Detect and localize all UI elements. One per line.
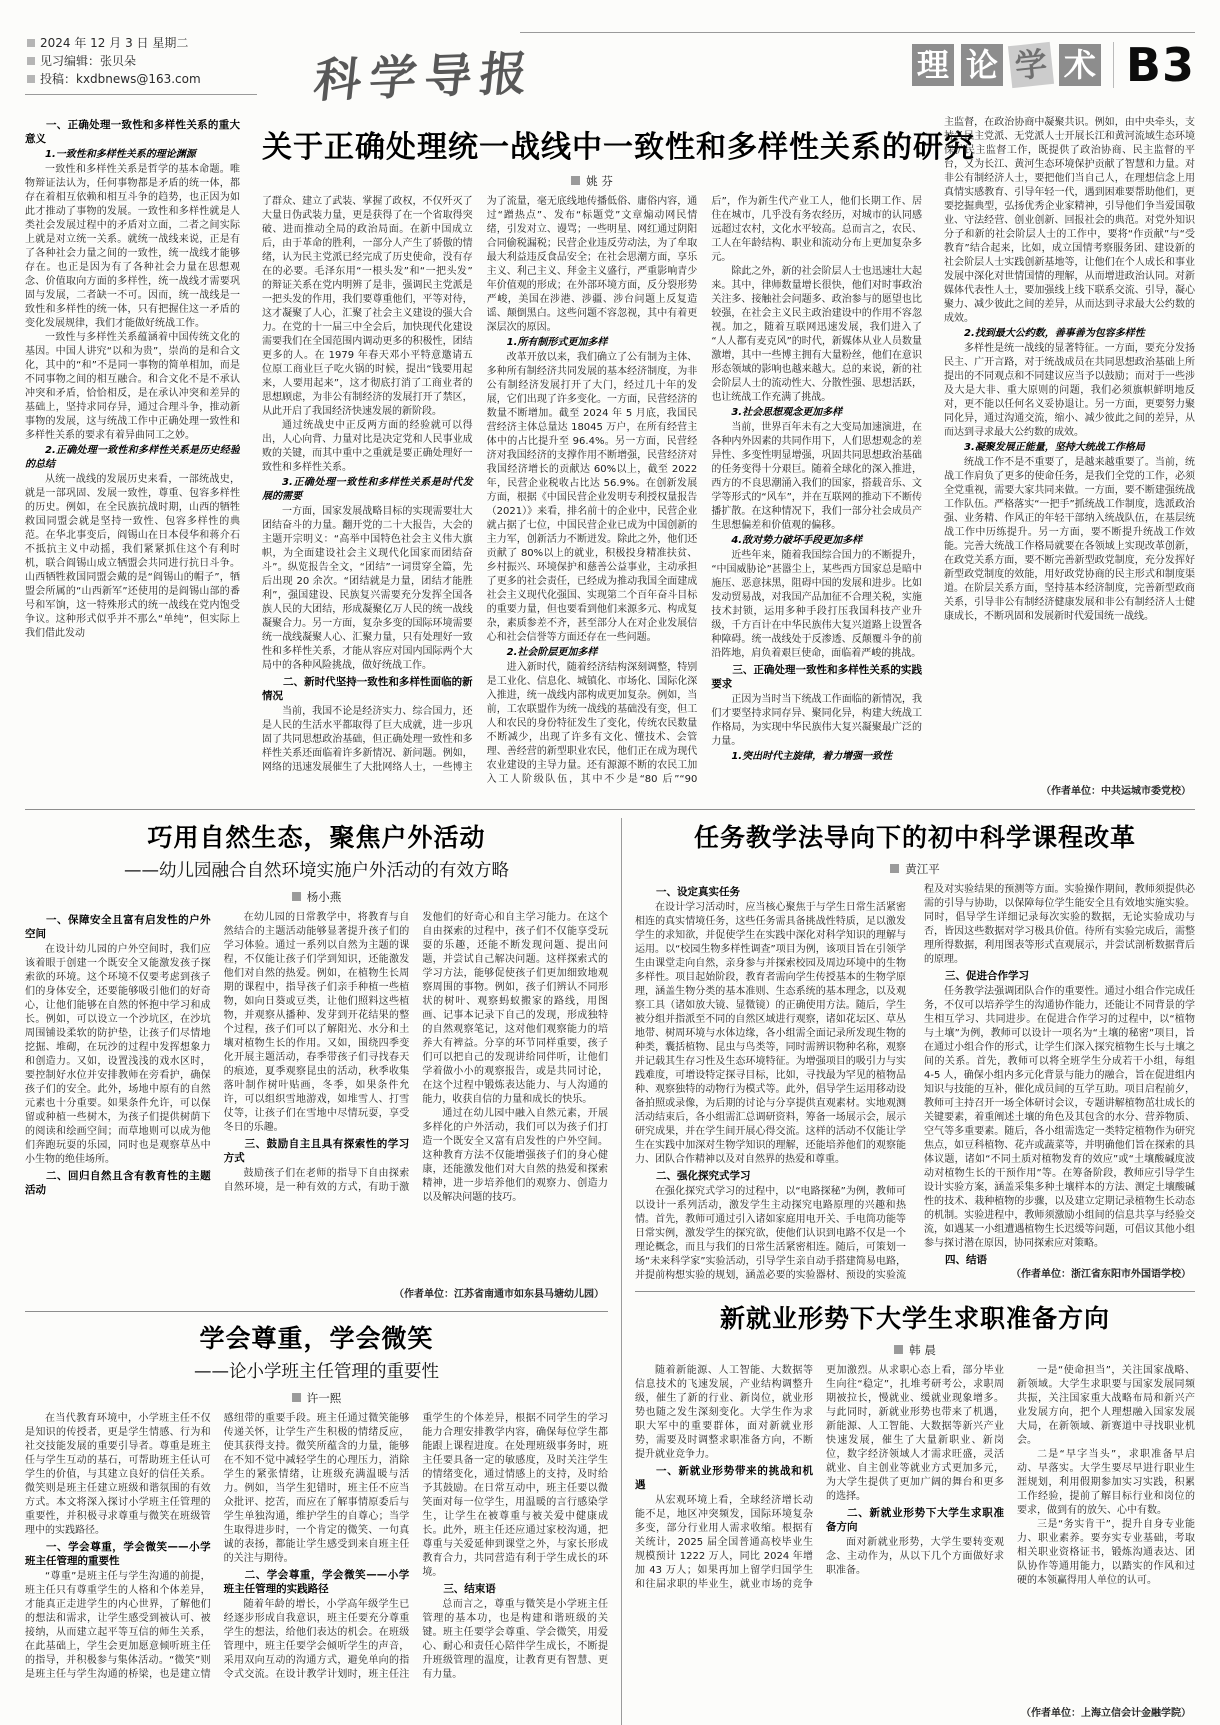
article-columns (635, 883, 1195, 1283)
section-divider (25, 809, 1195, 810)
section-char-box: 术 (1059, 44, 1101, 86)
lower-right-stack (621, 818, 1195, 1725)
article-subtitle: ——论小学班主任管理的重要性 (194, 1362, 439, 1382)
lower-section (25, 818, 1195, 1725)
paragraph: 随着新能源、人工智能、大数据等信息技术的飞速发展，产业结构调整升级，催生了新的行业、新岗位，就业形势也随之发生深刻变化。大学生作为求职大军中的重要群体，面对新就业形势，需要及时调整求职准备方向，不断提升就业竞争力。 (635, 1365, 813, 1460)
section-heading: 四、结语 (945, 1254, 987, 1266)
section-char-box: 论 (961, 44, 1003, 86)
article-title: 任务教学法导向下的初中科学课程改革 (693, 823, 1136, 852)
paragraph: 正因为当时当下统战工作面临的新情况，我们才要坚持求同存异、聚同化异，构建大统战工作格局，为实现中华民族伟大复兴凝聚最广泛的力量。 (711, 694, 922, 747)
section-heading: 一、保障安全且富有启发性的户外空间 (25, 914, 211, 940)
section-heading: 一、新就业形势带来的挑战和机遇 (635, 1465, 813, 1491)
section-heading: 1.所有制形式更加多样 (506, 337, 608, 348)
main-article-title: 关于正确处理统一战线中一致性和多样性关系的研究 (262, 130, 975, 165)
section-heading: 二、学会尊重，学会微笑——小学班主任管理的实践路径 (223, 1569, 410, 1595)
attribution: （作者单位：中共运城市委党校） (1033, 784, 1193, 800)
paragraph: 除此之外，新的社会阶层人士也迅速壮大起来。其中，律师数量增长很快，他们对时事政治关注多、接触社会问题多、政治参与的愿望也比较强，在社会主义民主政治建设中的作用不容忽视。加之，随着互联网迅速发展，我们进入了“人人都有麦克风”的时代，新媒体从业人员数量激增，其中一些博主拥有大量粉丝，他们在意识形态领域的影响也越来越大。总的来说，新的社会阶层人士的流动性大、分散性强、思想活跃，也让统战工作充满了挑战。 (711, 266, 922, 403)
article-title: 巧用自然生态，聚焦户外活动 (147, 823, 486, 852)
article-columns (25, 1412, 608, 1725)
paragraph: “尊重”是班主任与学生沟通的前提，班主任只有尊重学生的人格和个体差异，才能真正走进学生的内心世界，了解他们的想法和需求，让学生感受到被认可、被接纳，从而建立起平等互信的师生关系，在此基础上，学生会更加愿意倾听班主任的指导，并积极参与集体活动。“微笑”则是班主任与学生沟通的桥梁，也是建立情感纽带的重要手段。班主任通过微笑能够传递关怀，让学生产生积极的情绪反应，使其获得支持。微笑所蕴含的力量，能够在不知不觉中减轻学生的心理压力，消除学生的紧张情绪，让班级充满温暖与活力。例如，当学生犯错时，班主任不应当众批评、挖苦，而应在了解事情原委后与学生单独沟通，维护学生的自尊心；当学生取得进步时，一个肯定的微笑、一句真诚的表扬，都能让学生感受到来自班主任的关注与期待。 (25, 1413, 410, 1680)
section-heading: 2.找到最大公约数，善事善为包容多样性 (964, 328, 1145, 339)
paragraph: 在设计幼儿园的户外空间时，我们应该着眼于创建一个既安全又能激发孩子探索欲的环境。这个环境不仅要考虑到孩子们的身体安全，还要能够吸引他们的好奇心，让他们能够在自然的怀抱中学习和成长。例如，可以设立一个沙坑区，在沙坑周围铺设柔软的防护垫，让孩子们尽情地挖掘、堆砌，在玩沙的过程中发挥想象力和创造力。又如，设置浅浅的戏水区时，要控制好水位并安排教师在旁看护，确保孩子们的安全。此外，场地中原有的自然元素也十分重要。如果条件允许，可以保留或种植一些树木，为孩子们提供树荫下的阅读和绘画空间；而草地则可以成为他们奔跑玩耍的乐园，同时也是观察草丛中小生物的绝佳场所。 (25, 944, 211, 1165)
article-byline (25, 889, 608, 905)
author-name: 姚 芬 (586, 174, 613, 188)
paragraph: 从宏观环境上看，全球经济增长动能不足，地区冲突频发，国际环境复杂多变，部分行业用人需求收缩。根据有关统计，2025 届全国普通高校毕业生规模预计 1222 万人，同比 2024 年增加 43 万人；如果再加上留学归国学生和往届求职的毕业生，就业市场的竞争更加激烈。从求职心态上看，部分毕业生向往“稳定”，扎堆考研考公，求职周期被拉长，慢就业、缓就业现象增多。与此同时，新就业形势也带来了机遇，新能源、人工智能、大数据等新兴产业快速发展，催生了大量新职业、新岗位，数字经济领域人才需求旺盛，灵活就业、自主创业等就业方式更加多元，为大学生提供了更加广阔的舞台和更多的选择。 (635, 1365, 1004, 1590)
editor-text: 见习编辑：张贝朵 (40, 54, 137, 68)
paragraph: 在幼儿园的日常教学中，将教育与自然结合的主题活动能够显著提升孩子们的学习体验。通过一系列以自然为主题的课程，不仅能让孩子们学到知识，还能激发他们对自然的热爱。例如，在植物生长周期的课程中，指导孩子们亲手种植一些植物，如向日葵或豆类，让他们照料这些植物，并观察从播种、发芽到开花结果的整个过程，孩子们可以了解阳光、水分和土壤对植物生长的作用。又如，围绕四季变化开展主题活动，春季带孩子们寻找春天的痕迹，夏季观察昆虫的活动，秋季收集落叶制作树叶贴画，冬季，如果条件允许，可以组织雪地游戏，如堆雪人、打雪仗等，让孩子们在雪地中尽情玩耍，享受冬日的乐趣。 (223, 912, 410, 1133)
main-article-middle (262, 116, 975, 800)
byline-square-icon (292, 892, 301, 901)
section-char-box: 学 (1008, 42, 1054, 88)
article-columns (25, 911, 608, 1303)
paragraph: 随着年龄的增长，小学高年级学生已经逐步形成自我意识，班主任要充分尊重学生的想法，给他们表达的机会。在班级管理中，班主任要学会倾听学生的声音，采用双向互动的沟通方式，避免单向的指令式交流。在设计教学计划时，班主任注重学生的个体差异，根据不同学生的学习能力合理安排教学内容，确保每位学生都能跟上课程进度。在处理班级事务时，班主任要具备一定的敏感度，及时关注学生的情绪变化，通过情感上的支持，及时给予其鼓励。在日常互动中，班主任要以微笑面对每一位学生，用温暖的言行感染学生，让学生在被尊重与被关爱中健康成长。此外，班主任还应通过家校沟通，把尊重与关爱延伸到课堂之外，与家长形成教育合力，共同营造有利于学生成长的环境。 (223, 1413, 608, 1680)
article-subtitle: ——幼儿园融合自然环境实施户外活动的有效方略 (124, 861, 509, 881)
main-article-byline (262, 173, 922, 189)
section-heading: 1.一致性和多样性关系的理论渊源 (45, 149, 196, 160)
attribution: （作者单位：浙江省东阳市外国语学校） (1003, 1267, 1193, 1283)
author-name: 韩 晨 (909, 1343, 936, 1357)
section-heading: 4.敌对势力破坏手段更加多样 (731, 535, 863, 546)
paragraph: 近些年来，随着我国综合国力的不断提升，“中国威胁论”甚嚣尘上，某些西方国家总是暗中施压、恶意抹黑，阻碍中国的发展和进步。比如发动贸易战，对我国产品加征不合理关税，实施技术封锁，运用多种手段打压我国科技产业升级，千方百计在中华民族伟大复兴道路上设置各种障碍。统一战线处于反渗透、反颠覆斗争的前沿阵地，肩负着艰巨使命，面临着严峻的挑战。 (711, 550, 922, 659)
section-char-box: 理 (912, 44, 954, 86)
paragraph: 主监督，在政治协商中凝聚共识。例如，由中央牵头，支持各民主党派、无党派人士开展长江和黄河流域生态环境保护民主监督工作，既提供了政治协商、民主监督的平台，又为长江、黄河生态环境保护贡献了智慧和力量。对非公有制经济人士，要把他们当自己人，在理想信念上用真情实感教育、引导年轻一代，遇到困难要帮助他们，更要挖掘典型，弘扬优秀企业家精神，引导他们争当爱国敬业、守法经营、创业创新、回报社会的典范。对党外知识分子和新的社会阶层人士的工作中，要将“作贡献”与“受教育”结合起来，比如，成立国情考察服务团、建设新的社会阶层人士实践创新基地等，让他们在个人成长和事业发展中深化对世情国情的理解，从而增进政治认同。对新媒体代表性人士，要加强线上线下联系交流、引导，凝心聚力、减少彼此之间的差异，从而达到寻求最大公约数的成效。 (944, 117, 1195, 324)
section-heading: 一、设定真实任务 (656, 886, 740, 898)
section-heading: 3.社会思想观念更加多样 (731, 407, 843, 418)
section-heading: 三、结束语 (443, 1583, 496, 1595)
author-name: 杨小燕 (306, 890, 342, 904)
author-name: 许一熙 (306, 1391, 342, 1405)
article-title: 学会尊重，学会微笑 (199, 1324, 434, 1353)
section-heading: 一、正确处理一致性和多样性关系的重大意义 (25, 119, 240, 145)
section-heading: 二、强化探究式学习 (656, 1170, 751, 1182)
section-heading: 一、学会尊重，学会微笑——小学班主任管理的重要性 (25, 1541, 211, 1567)
section-heading: 1.突出时代主旋律，着力增强一致性 (731, 751, 893, 762)
section-heading: 二、新就业形势下大学生求职准备方向 (826, 1507, 1004, 1533)
paragraph: 在设计学习活动时，应当核心聚焦于与学生日常生活紧密相连的真实情境任务，这些任务需具备挑战性特质，足以激发学生的求知欲，并促使学生在实践中深化对科学知识的理解与运用。以“校园生物多样性调查”项目为例，该项目旨在引领学生由课堂走向自然，亲身参与并探索校园及周边环境中的生物多样性。项目起始阶段，教育者需向学生传授基本的生物学原理，涵盖生物分类的基本准则、生态系统的基本理念，以及观察工具（诸如放大镜、显微镜）的正确使用方法。随后，学生被分组并指派至不同的自然区域进行观察，诸如花坛区、草丛地带、树周环境与水体边缘，各小组需全面记录所发现生物的种类，囊括植物、昆虫与鸟类等，同时需辨识物种名称，观察并记载其生存习性及生态环境特征。为增强项目的吸引力与实践难度，可增设特定探寻目标，比如，寻找最为罕见的植物品种、观察独特的动物行为模式等。此外，倡导学生运用移动设备拍照或录像，为后期的讨论与分享提供直观素材。实地观测活动结束后，各小组需汇总调研资料，筹备一场展示会，展示研究成果，并在学生间开展心得交流。这样的活动不仅能让学生在实践中加深对生物学知识的理解，还能培养他们的观察能力、团队合作精神以及对自然界的热爱和尊重。 (635, 902, 906, 1165)
paragraph: 通过在幼儿园中融入自然元素，开展多样化的户外活动，我们可以为孩子们打造一个既安全又富有启发性的户外空间。这种教育方法不仅能增强孩子们的身心健康，还能激发他们对大自然的热爱和探索精神，进一步培养他们的观察力、创造力以及解决问题的技巧。 (422, 1108, 608, 1203)
article-title: 新就业形势下大学生求职准备方向 (719, 1304, 1110, 1333)
paragraph: 鼓励孩子们在老师的指导下自由探索自然环境，是一种有效的方式，有助于激发他们的好奇心和自主学习能力。在这个自由探索的过程中，孩子们不仅能享受玩耍的乐趣，还能不断发现问题、提出问题，并尝试自己解决问题。这样探索式的学习方法，能够促使孩子们更加细致地观察周围的事物。例如，孩子们辨认不同形状的树叶、观察蚂蚁搬家的路线，用图画、记事本记录下自己的发现，形成独特的自然观察笔记，这对他们观察能力的培养大有裨益。分享的环节同样重要，孩子们可以把自己的发现讲给同伴听，让他们学着做小小的观察报告，或是共同讨论，在这个过程中锻炼表达能力、与人沟通的能力，收获自信的力量和成长的快乐。 (223, 912, 608, 1193)
lower-left-stack (25, 818, 621, 1725)
paragraph: 总而言之，尊重与微笑是小学班主任管理的基本功，也是构建和谐班级的关键。班主任要学会尊重、学会微笑，用爱心、耐心和责任心陪伴学生成长，不断提升班级管理的温度，让教育更有智慧、更有力量。 (422, 1599, 608, 1680)
paragraph: 一致性和多样性关系是哲学的基本命题。唯物辩证法认为，任何事物都是矛盾的统一体，都存在着相互依赖和相互斗争的趋势，也正因为如此才推动了事物的发展。一致性和多样性就是人类社会发展过程中的矛盾对立面，二者之间实际上就是对立统一关系。就统一战线来说，正是有了各种社会力量之间的一致性，统一战线才能够存在。也正是因为有了各种社会力量在思想观念、价值取向方面的多样性，统一战线才需要巩固与发展，二者缺一不可。因而，统一战线是一致性和多样性的统一体，只有把握住这一矛盾的变化发展规律，我们才能做好统战工作。 (25, 164, 240, 329)
article-science (635, 818, 1195, 1283)
date-text: 2024 年 12 月 3 日 星期二 (40, 36, 189, 50)
section-heading: 二、新时代坚持一致性和多样性面临的新情况 (262, 676, 473, 702)
byline-square-icon (890, 864, 899, 873)
paragraph: 改革开放以来，我们确立了公有制为主体、多种所有制经济共同发展的基本经济制度，为非公有制经济发展打开了大门，经过几十年的发展，它们出现了许多变化。一方面，民营经济的数量不断增加。截至 2024 年 5 月底，我国民营经济主体总量达 18045 万户，在所有经营主体中的占比提升至 96.4%。另一方面，民营经济对我国经济的支撑作用不断增强，民营经济对我国经济增长的贡献达 60%以上，截至 2022 年，民营企业税收占比达 56.9%。在创新发展方面，根据《中国民营企业发明专利授权量报告（2021）》来看，排名前十的企业中，民营企业就占据了七位，中国民营企业已成为中国创新的主力军，创新活力不断迸发。除此之外，他们还贡献了 80%以上的就业，积极投身精准扶贫、乡村振兴、环境保护和慈善公益事业，主动承担了更多的社会责任，已经成为推动我国全面建成社会主义现代化强国、实现第二个百年奋斗目标的重要力量，但也要看到他们来源多元、构成复杂，素质参差不齐，甚至部分人在对企业发展信心和社会信誉等方面还存在一些问题。 (486, 352, 698, 643)
paragraph: 在强化探究式学习的过程中，以“电路探秘”为例，教师可以设计一系列活动，激发学生主动探究电路原理的兴趣和热情。首先，教师可通过引入诸如家庭用电开关、手电筒功能等日常实例，激发学生的探究欲，使他们认识到电路不仅是一个理论概念，而且与我们的日常生活紧密相连。随后，可策划一场“未来科学家”实验活动，引导学生亲自动手搭建简易电路，并提前构想实验的规划，涵盖必要的实验器材、预设的实验流程及对实验结果的预测等方面。实验操作期间，教师须提供必需的引导与协助，以保障每位学生能安全且有效地实施实验。同时，倡导学生详细记录每次实验的数据，无论实验成功与否，皆因这些数据对学习极具价值。待所有实验完成后，需整理所得数据，利用图表等形式直观展示，并尝试剖析数据背后的原理。 (635, 884, 1195, 1281)
editor-line (27, 52, 257, 70)
article-columns (635, 1364, 1195, 1722)
paragraph: 从统一战线的发展历史来看，一部统战史，就是一部巩固、发展一致性，尊重、包容多样性的历史。例如，在全民族抗战时期，山西的牺牲救国同盟会就是坚持一致性、包容多样性的典范。在华北事变后，阎锡山在日本侵华和蒋介石不抵抗主义中动摇，我们紧紧抓住这个有利时机，联合阎锡山成立牺盟会共同进行抗日斗争。山西牺牲救国同盟会戴的是“阎锡山的帽子”，牺盟会所属的“山西新军”还使用的是阎锡山部的番号和军饷，这一特殊形式的统一战线在党内饱受争议。这种形式似乎并不那么“单纯”，但实际上我们借此发动 (25, 474, 240, 639)
attribution: （作者单位：江苏省南通市如东县马塘幼儿园） (386, 1287, 606, 1303)
main-article-left-column (25, 116, 240, 800)
paragraph: 了群众、建立了武装、掌握了政权，不仅歼灭了大量日伪武装力量，更是获得了在一个省取得突破、进而推动全局的政治局面。在新中国成立后，由于革命的胜利，一部分人产生了骄傲的情绪，认为民主党派已经完成了历史使命，没有存在的必要。毛泽东用“一根头发”和“一把头发”的辩证关系在党内明辨了是非，强调民主党派是一把头发的作用，我们要尊重他们，平等对待，这才凝聚了人心，汇聚了社会主义建设的强大合力。在党的十一届三中全会后，加快现代化建设需要我们在全国范围内调动更多的积极性，团结更多的人。在 1979 年春天邓小平特意邀请五位原工商业巨子吃火锅的时候，提出“钱要用起来，人要用起来”，这才彻底打消了工商业者的思想顾虑，为非公有制经济的发展打开了禁区，从此开启了我国经济快速发展的新阶段。 (262, 196, 473, 417)
bullet-square-icon (27, 39, 35, 47)
author-name: 黄江平 (905, 862, 940, 876)
contact-line (27, 70, 257, 88)
paragraph: 当前，世界百年未有之大变局加速演进，在各种内外因素的共同作用下，人们思想观念的差异性、多变性明显增强，巩固共同思想政治基础的任务变得十分艰巨。随着全球化的深入推进，西方的不良思潮涌入我们的国家，搭载音乐、文学等形式的“风车”，并在互联网的推动下不断传播扩散。在这种情况下，我们一部分社会成员产生思想偏差和价值观的偏移。 (711, 422, 922, 531)
paragraph: 统战工作不是不重要了，是越来越重要了。当前，统战工作肩负了更多的使命任务，是我们全党的工作，必须全党重视，需要大家共同来做。一方面，要不断建强统战工作队伍。严格落实“一把手”抓统战工作制度，选派政治强、业务精、作风正的年轻干部纳入统战队伍，在基层统战工作中历练提升。另一方面，要不断提升统战工作效能。完善大统战工作格局就要在各领域上实现改革创新，在政党关系方面，要不断完善新型政党制度，充分发挥好新型政党制度的效能，用好政党协商的民主形式和制度渠道。在阶层关系方面，坚持基本经济制度，完善新型政商关系，引导非公有制经济健康发展和非公有制经济人士健康成长，不断巩固和发展新时代爱国统一战线。 (944, 457, 1195, 622)
article-respect (25, 1319, 608, 1725)
section-heading: 三、正确处理一致性和多样性关系的实践要求 (711, 664, 922, 690)
page-header (25, 26, 1195, 108)
article-nature (25, 818, 608, 1303)
date-line (27, 34, 257, 52)
page-number: B3 (1113, 42, 1195, 88)
paragraph: 多样性是统一战线的显著特征。一方面，要充分发扬民主、广开言路，对于统战成员在共同思想政治基础上所提出的不同观点和不同建议应当予以鼓励；而对于一些涉及大是大非、重大原则的问题，我们必须旗帜鲜明地反对，更不能以任何名义妥协退让。另一方面，更要努力聚同化异，通过沟通交流，缩小、减少彼此之间的差异，从而达到寻求最大公约数的成效。 (944, 343, 1195, 438)
section-heading: 三、鼓励自主且具有探索性的学习方式 (223, 1138, 410, 1164)
main-article-right-column (944, 116, 1195, 800)
main-article (25, 116, 1195, 800)
section-heading: 三、促进合作学习 (945, 970, 1029, 982)
attribution: （作者单位：上海立信会计金融学院） (1013, 1706, 1193, 1722)
issue-info (25, 26, 257, 95)
bullet-square-icon (27, 57, 35, 65)
paragraph: 任务教学法强调团队合作的重要性。通过小组合作完成任务，不仅可以培养学生的沟通协作能力，还能让不同背景的学生相互学习、共同进步。在促进合作学习的过程中，以“植物与土壤”为例，教师可以设计一项名为“土壤的秘密”项目，旨在通过小组合作的形式，让学生们深入探究植物生长与土壤之间的关系。首先，教师可以将全班学生分成若干小组，每组 4-5 人，确保小组内多元化背景与能力的融合，旨在促进组内知识与技能的互补，催化成员间的互学互助。项目启程前夕，教师可主持召开一场全体研讨会议，专题讲解植物茁壮成长的关键要素，着重阐述土壤的角色及其包含的水分、营养物质、空气等多重要素。随后，各小组需选定一类特定植物作为研究焦点，如豆科植物、花卉或蔬菜等，并明确他们旨在探索的具体议题，诸如“不同土质对植物发育的效应”或“土壤酸碱度波动对植物生长的干预作用”等。在筹备阶段，教师应引导学生设计实验方案，涵盖采集多种土壤样本的方法、测定土壤酸碱性的技术、栽种植物的步骤，以及建立定期记录植物生长动态的机制。实验进程中，教师须激励小组间的信息共享与经验交流，如遇某一小组遭遇植物生长迟缓等问题，可倡议其他小组参与探讨潜在原因，协同探索应对策略。 (924, 986, 1195, 1249)
section-banner (905, 26, 1195, 92)
paragraph: 三是“务实肯干”，提升自身专业能力、职业素养。要夯实专业基础，考取相关职业资格证书，锻炼沟通表达、团队协作等通用能力，以踏实的作风和过硬的本领赢得用人单位的认可。 (1017, 1519, 1195, 1586)
paragraph: 二是“早字当头”，求职准备早启动、早落实。大学生要尽早进行职业生涯规划，利用假期参加实习实践，积累工作经验，提前了解目标行业和岗位的要求，做到有的放矢、心中有数。 (1017, 1449, 1195, 1516)
section-heading: 3.凝聚发展正能量，坚持大统战工作格局 (964, 442, 1145, 453)
article-divider (635, 1291, 1195, 1292)
paragraph: 一是“使命担当”，关注国家战略、新领域。大学生求职要与国家发展同频共振，关注国家重大战略布局和新兴产业发展方向，把个人理想融入国家发展大局，在新领域、新赛道中寻找职业机会。 (1017, 1365, 1195, 1446)
byline-square-icon (571, 176, 580, 185)
paragraph: 一致性与多样性关系蕴涵着中国传统文化的基因。中国人讲究“以和为贵”，崇尚的是和合文化，其中的“和”不是同一事物的简单相加，而是不同事物之间的相互融合。和合文化不是不承认冲突和矛盾，恰恰相反，是在承认冲突和差异的基础上，坚持求同存异，通过合理斗争，推动新事物的发展，这与统战工作中正确处理一致性和多样性关系的要求有着异曲同工之妙。 (25, 332, 240, 441)
section-heading: 2.社会阶层更加多样 (506, 647, 598, 658)
article-byline (635, 1342, 1195, 1358)
section-heading: 2.正确处理一致性和多样性关系是历史经验的总结 (25, 445, 240, 470)
section-heading: 3.正确处理一致性和多样性关系是时代发展的需要 (262, 477, 473, 502)
paragraph: 面对新就业形势，大学生要转变观念、主动作为，从以下几个方面做好求职准备。 (826, 1537, 1004, 1576)
main-article-middle-columns (262, 195, 922, 787)
header-top-rule (520, 32, 1195, 33)
article-job (635, 1299, 1195, 1722)
article-divider (25, 1311, 608, 1312)
paragraph: 一方面，国家发展战略目标的实现需要壮大团结奋斗的力量。翻开党的二十大报告，大会的主题开宗明义：“高举中国特色社会主义伟大旗帜，为全面建设社会主义现代化国家而团结奋斗”。纵览报告全文，“团结”一词贯穿全篇，先后出现 20 余次。“团结就是力量，团结才能胜利”，强国建设、民族复兴需要充分发挥全国各族人民的大团结，形成凝聚亿万人民的统一战线凝聚合力。另一方面，复杂多变的国际环境需要统一战线凝聚人心、汇聚力量，只有处理好一致性和多样性关系，才能从容应对国内国际两个大局中的各种风险挑战，做好统战工作。 (262, 506, 473, 671)
masthead: 科学导报 (311, 46, 538, 109)
article-byline (635, 861, 1195, 877)
paragraph: 进入新时代，随着经济结构深刻调整，特别是工业化、信息化、城镇化、市场化、国际化深入推进，统一战线内部构成更加复杂。例如，当前，工农联盟作为统一战线的基础没有变，但工人和农民的身份特征发生了变化，传统农民数量不断减少，出现了许多有文化、懂技术、会管理、善经营的新型职业农民，他们正在成为现代农业建设的主导力量。还有源源不断的农民工加入工人阶级队伍，其中不少是“80 后”“90 后”，作为新生代产业工人，他们长期工作、居住在城市，几乎没有务农经历，对城市的认同感远超过农村，文化水平较高。总而言之，农民、工人在年龄结构、职业和流动分布上更加复杂多元。 (486, 196, 922, 785)
byline-square-icon (894, 1345, 903, 1354)
contact-text: 投稿：kxdbnews@163.com (40, 72, 201, 86)
bullet-square-icon (27, 75, 35, 83)
article-byline (25, 1390, 608, 1406)
byline-square-icon (292, 1393, 301, 1402)
section-heading: 二、回归自然且含有教育性的主题活动 (25, 1170, 211, 1196)
paragraph: 通过统战史中正反两方面的经验就可以得出，人心向背、力量对比是决定党和人民事业成败的关键，而其中重中之重就是要正确处理好一致性和多样性关系。 (262, 420, 473, 473)
paragraph: 在当代教育环境中，小学班主任不仅是知识的传授者，更是学生情感、行为和社交技能发展的重要引导者。尊重是班主任与学生互动的基石，可帮助班主任认可学生的价值，与其建立良好的信任关系。微笑则是班主任建立班级和谐氛围的有效方式。本文将深入探讨小学班主任管理的重要性，并积极寻求尊重与微笑在班级管理中的实践路径。 (25, 1413, 211, 1536)
paragraph: 当前，我国不论是经济实力、综合国力，还是人民的生活水平都取得了巨大成就，进一步巩固了共同思想政治基础，但正确处理一致性和多样性关系还面临着许多新情况、新问题。例如，网络的迅速发展催生了大批网络人士，一些博主为了流量，毫无底线地传播低俗、庸俗内容，通过“蹭热点”、发布“标题党”文章煽动网民情绪，引发对立、谩骂；一些明星、网红通过阴阳合同偷税漏税；民营企业违反劳动法，为了牟取最大利益违反食品安全；在社会思潮方面，享乐主义、利己主义、拜金主义盛行，严重影响青少年价值观的形成；在外部环境方面，反分裂形势严峻，美国在涉港、涉疆、涉台问题上反复造谣、颠倒黑白。这些问题不容忽视，其中有着更深层次的原因。 (262, 196, 698, 773)
